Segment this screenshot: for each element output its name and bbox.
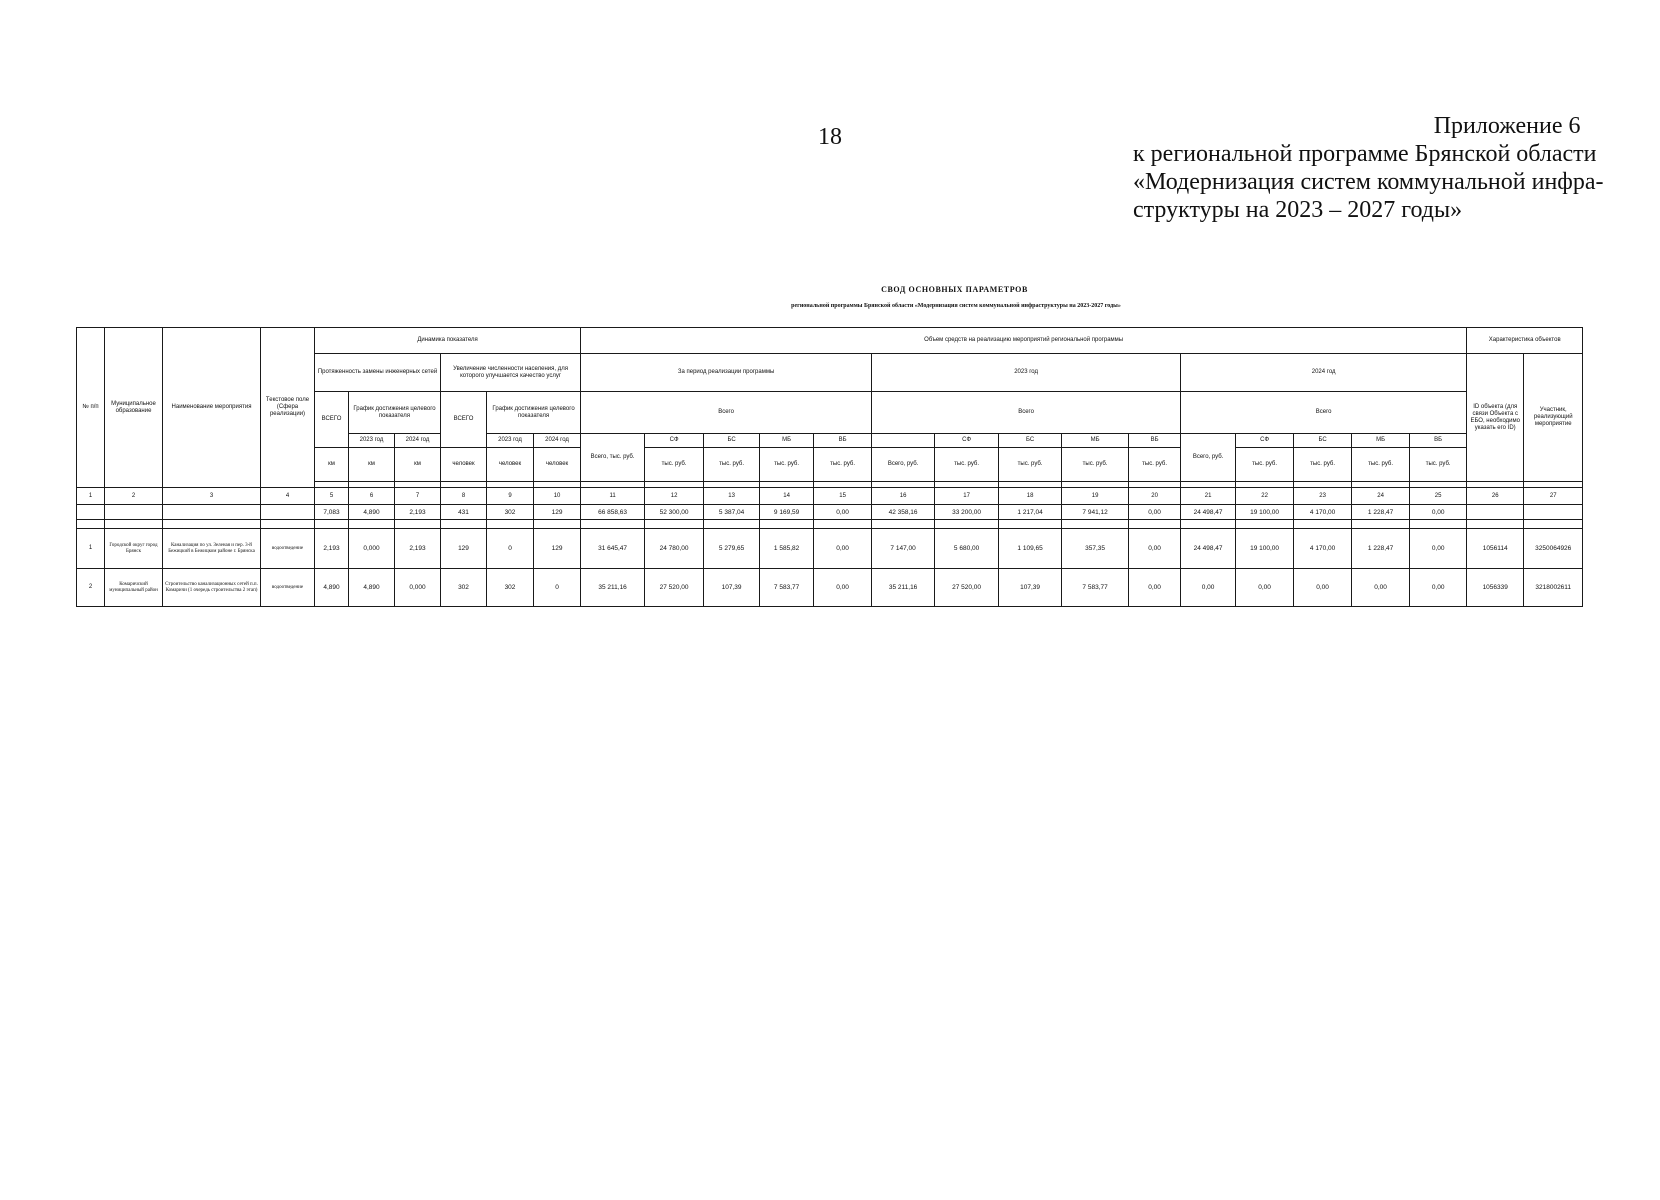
row-value: 4,890 xyxy=(349,569,395,607)
unit-people-2024: человек xyxy=(534,448,581,482)
totals-value: 66 858,63 xyxy=(581,505,645,520)
row-sphere: водоотведение xyxy=(261,529,315,569)
header-schedule-km: График достижения целевого показателя xyxy=(349,392,441,434)
row-value: 129 xyxy=(534,529,581,569)
unit-2024-bs: тыс. руб. xyxy=(1294,448,1352,482)
header-funds: Объем средств на реализацию мероприятий региональной программы xyxy=(581,328,1467,354)
gap-cell xyxy=(935,520,999,529)
header-2023-sf: СФ xyxy=(935,434,999,448)
gap-cell xyxy=(487,520,534,529)
row-value: 0,00 xyxy=(1129,569,1181,607)
totals-value: 4 170,00 xyxy=(1294,505,1352,520)
row-value: 24 498,47 xyxy=(1181,529,1236,569)
header-people-2024: 2024 год xyxy=(534,434,581,448)
gap-cell xyxy=(581,520,645,529)
row-value: 19 100,00 xyxy=(1236,529,1294,569)
header-id-object: ID объекта (для связи Объекта с ЕБО, необходимо указать его ID) xyxy=(1467,354,1524,482)
gap-cell xyxy=(163,520,261,529)
row-object-id: 1056114 xyxy=(1467,529,1524,569)
column-number: 7 xyxy=(395,488,441,505)
unit-km-2023: км xyxy=(349,448,395,482)
gap-cell xyxy=(645,520,704,529)
unit-2024-sf: тыс. руб. xyxy=(1236,448,1294,482)
table-subtitle: региональной программы Брянской области «Модернизация систем коммунальной инфраструктуры на 2023-2027 годы» xyxy=(791,303,1121,309)
row-value: 1 585,82 xyxy=(760,529,814,569)
header-characteristics: Характеристика объектов xyxy=(1467,328,1583,354)
parameters-table xyxy=(76,327,1583,607)
header-2023-blank xyxy=(872,434,935,448)
column-number: 10 xyxy=(534,488,581,505)
totals-row xyxy=(77,505,1583,520)
column-number: 17 xyxy=(935,488,999,505)
row-value: 0,00 xyxy=(1352,569,1410,607)
gap-cell xyxy=(999,520,1062,529)
header-col-municipality: Муниципальное образование xyxy=(105,328,163,488)
row-value: 107,39 xyxy=(999,569,1062,607)
row-value: 302 xyxy=(441,569,487,607)
row-value: 0,000 xyxy=(349,529,395,569)
page-number: 18 xyxy=(818,124,842,150)
unit-2023-sf: тыс. руб. xyxy=(935,448,999,482)
gap-cell xyxy=(872,520,935,529)
unit-2024-mb: тыс. руб. xyxy=(1352,448,1410,482)
totals-cell-empty xyxy=(261,505,315,520)
header-2023-mb: МБ xyxy=(1062,434,1129,448)
column-number: 11 xyxy=(581,488,645,505)
row-value: 5 680,00 xyxy=(935,529,999,569)
header-dynamics: Динамика показателя xyxy=(315,328,581,354)
table-row xyxy=(77,529,1583,569)
totals-value: 9 169,59 xyxy=(760,505,814,520)
appendix-line-1: Приложение 6 xyxy=(1433,113,1581,139)
column-number: 23 xyxy=(1294,488,1352,505)
row-value: 1 109,65 xyxy=(999,529,1062,569)
column-number: 3 xyxy=(163,488,261,505)
header-col-no: № п/п xyxy=(77,328,105,488)
gap-cell xyxy=(315,520,349,529)
totals-value: 1 217,04 xyxy=(999,505,1062,520)
header-2024-unit-total: Всего, руб. xyxy=(1181,434,1236,482)
header-km-2023: 2023 год xyxy=(349,434,395,448)
gap-cell xyxy=(1352,520,1410,529)
row-value: 35 211,16 xyxy=(872,569,935,607)
totals-value: 2,193 xyxy=(395,505,441,520)
gap-cell xyxy=(77,520,105,529)
totals-value: 129 xyxy=(534,505,581,520)
row-value: 0,00 xyxy=(1129,529,1181,569)
totals-cell-empty xyxy=(105,505,163,520)
totals-value: 0,00 xyxy=(1129,505,1181,520)
row-value: 0,00 xyxy=(1410,529,1467,569)
totals-value: 7 941,12 xyxy=(1062,505,1129,520)
header-period-vsego: Всего xyxy=(581,392,872,434)
column-number: 21 xyxy=(1181,488,1236,505)
row-number: 2 xyxy=(77,569,105,607)
gap-cell xyxy=(1062,520,1129,529)
unit-2023-bs: тыс. руб. xyxy=(999,448,1062,482)
header-year-2024: 2024 год xyxy=(1181,354,1467,392)
totals-value: 42 358,16 xyxy=(872,505,935,520)
unit-people-2023: человек xyxy=(487,448,534,482)
row-number: 1 xyxy=(77,529,105,569)
header-km-2024: 2024 год xyxy=(395,434,441,448)
totals-value: 52 300,00 xyxy=(645,505,704,520)
unit-2023-vb: тыс. руб. xyxy=(1129,448,1181,482)
table-row xyxy=(77,569,1583,607)
totals-value: 33 200,00 xyxy=(935,505,999,520)
gap-cell xyxy=(704,520,760,529)
column-number: 16 xyxy=(872,488,935,505)
column-number: 8 xyxy=(441,488,487,505)
gap-cell xyxy=(1129,520,1181,529)
unit-people-total: человек xyxy=(441,448,487,482)
appendix-heading xyxy=(1133,112,1604,224)
column-number: 19 xyxy=(1062,488,1129,505)
unit-km-total: км xyxy=(315,448,349,482)
header-period-vb: ВБ xyxy=(814,434,872,448)
row-value: 1 228,47 xyxy=(1352,529,1410,569)
header-total-people: ВСЕГО xyxy=(441,392,487,448)
header-2023-vb: ВБ xyxy=(1129,434,1181,448)
row-measure: Строительство канализационных сетей п.п. Комаричи (1 очередь строительства 2 этап) xyxy=(163,569,261,607)
totals-cell-empty xyxy=(1524,505,1583,520)
row-value: 0 xyxy=(534,569,581,607)
totals-value: 1 228,47 xyxy=(1352,505,1410,520)
gap-cell xyxy=(814,520,872,529)
header-people-2023: 2023 год xyxy=(487,434,534,448)
gap-cell xyxy=(441,520,487,529)
header-2024-vb: ВБ xyxy=(1410,434,1467,448)
totals-value: 7,083 xyxy=(315,505,349,520)
header-2024-sf: СФ xyxy=(1236,434,1294,448)
totals-value: 431 xyxy=(441,505,487,520)
gap-cell xyxy=(1294,520,1352,529)
totals-cell-empty xyxy=(77,505,105,520)
appendix-line-4: структуры на 2023 – 2027 годы» xyxy=(1133,197,1463,223)
header-2023-vsego: Всего xyxy=(872,392,1181,434)
row-value: 5 279,65 xyxy=(704,529,760,569)
row-measure: Канализация по ул. Зеленая и пер. 3-й Бежицкий в Бежицком районе г. Брянска xyxy=(163,529,261,569)
unit-2024-vb: тыс. руб. xyxy=(1410,448,1467,482)
column-number: 6 xyxy=(349,488,395,505)
row-value: 0,00 xyxy=(814,569,872,607)
header-col-text-field: Текстовое поле (Сфера реализации) xyxy=(261,328,315,488)
header-total-km: ВСЕГО xyxy=(315,392,349,448)
totals-value: 4,890 xyxy=(349,505,395,520)
header-col-measure: Наименование мероприятия xyxy=(163,328,261,488)
appendix-line-3: «Модернизация систем коммунальной инфра- xyxy=(1133,169,1604,195)
row-value: 4 170,00 xyxy=(1294,529,1352,569)
appendix-line-2: к региональной программе Брянской области xyxy=(1133,141,1597,167)
column-number: 9 xyxy=(487,488,534,505)
gap-cell xyxy=(1524,520,1583,529)
row-value: 0,000 xyxy=(395,569,441,607)
column-number: 15 xyxy=(814,488,872,505)
column-number: 5 xyxy=(315,488,349,505)
row-value: 35 211,16 xyxy=(581,569,645,607)
gap-cell xyxy=(105,520,163,529)
header-period-bs: БС xyxy=(704,434,760,448)
gap-cell xyxy=(395,520,441,529)
header-population-increase: Увеличение численности населения, для которого улучшается качество услуг xyxy=(441,354,581,392)
unit-period-vb: тыс. руб. xyxy=(814,448,872,482)
row-value: 0 xyxy=(487,529,534,569)
column-number: 26 xyxy=(1467,488,1524,505)
row-value: 0,00 xyxy=(814,529,872,569)
header-period-total: За период реализации программы xyxy=(581,354,872,392)
column-number-row xyxy=(77,488,1583,505)
unit-2023-mb: тыс. руб. xyxy=(1062,448,1129,482)
totals-value: 24 498,47 xyxy=(1181,505,1236,520)
header-2024-mb: МБ xyxy=(1352,434,1410,448)
header-year-2023: 2023 год xyxy=(872,354,1181,392)
header-2024-vsego: Всего xyxy=(1181,392,1467,434)
column-number: 27 xyxy=(1524,488,1583,505)
column-number: 25 xyxy=(1410,488,1467,505)
totals-value: 302 xyxy=(487,505,534,520)
column-number: 2 xyxy=(105,488,163,505)
row-value: 24 780,00 xyxy=(645,529,704,569)
row-value: 107,39 xyxy=(704,569,760,607)
column-number: 1 xyxy=(77,488,105,505)
row-value: 31 645,47 xyxy=(581,529,645,569)
header-row-1 xyxy=(77,328,1583,354)
unit-km-2024: км xyxy=(395,448,441,482)
header-2024-bs: БС xyxy=(1294,434,1352,448)
totals-value: 5 387,04 xyxy=(704,505,760,520)
row-value: 7 583,77 xyxy=(760,569,814,607)
gap-cell xyxy=(261,520,315,529)
totals-value: 19 100,00 xyxy=(1236,505,1294,520)
gap-cell xyxy=(1236,520,1294,529)
header-2023-bs: БС xyxy=(999,434,1062,448)
row-object-id: 1056339 xyxy=(1467,569,1524,607)
header-period-sf: СФ xyxy=(645,434,704,448)
unit-period-mb: тыс. руб. xyxy=(760,448,814,482)
column-number: 20 xyxy=(1129,488,1181,505)
column-number: 22 xyxy=(1236,488,1294,505)
gap-cell xyxy=(1410,520,1467,529)
row-municipality: Комаричский муниципальный район xyxy=(105,569,163,607)
header-unit-total-rub: Всего, тыс. руб. xyxy=(581,434,645,482)
row-value: 0,00 xyxy=(1294,569,1352,607)
totals-value: 0,00 xyxy=(1410,505,1467,520)
column-number: 12 xyxy=(645,488,704,505)
row-value: 2,193 xyxy=(395,529,441,569)
row-participant: 3218002611 xyxy=(1524,569,1583,607)
gap-cell xyxy=(1467,520,1524,529)
header-participant: Участник, реализующий мероприятие xyxy=(1524,354,1583,482)
gap-cell xyxy=(760,520,814,529)
row-value: 27 520,00 xyxy=(935,569,999,607)
row-value: 129 xyxy=(441,529,487,569)
row-value: 0,00 xyxy=(1410,569,1467,607)
totals-value: 0,00 xyxy=(814,505,872,520)
totals-cell-empty xyxy=(163,505,261,520)
column-number: 13 xyxy=(704,488,760,505)
gap-cell xyxy=(534,520,581,529)
row-value: 357,35 xyxy=(1062,529,1129,569)
gap-row xyxy=(77,520,1583,529)
parameters-sheet xyxy=(76,327,1582,606)
row-participant: 3250064926 xyxy=(1524,529,1583,569)
gap-cell xyxy=(349,520,395,529)
row-value: 0,00 xyxy=(1181,569,1236,607)
column-number: 18 xyxy=(999,488,1062,505)
row-municipality: Городской округ город Брянск xyxy=(105,529,163,569)
gap-cell xyxy=(1181,520,1236,529)
unit-2023-total: Всего, руб. xyxy=(872,448,935,482)
header-length-networks: Протяженность замены инженерных сетей xyxy=(315,354,441,392)
row-value: 7 583,77 xyxy=(1062,569,1129,607)
row-sphere: водоотведение xyxy=(261,569,315,607)
header-period-mb: МБ xyxy=(760,434,814,448)
column-number: 14 xyxy=(760,488,814,505)
row-value: 7 147,00 xyxy=(872,529,935,569)
column-number: 24 xyxy=(1352,488,1410,505)
row-value: 0,00 xyxy=(1236,569,1294,607)
table-title: СВОД ОСНОВНЫХ ПАРАМЕТРОВ xyxy=(881,285,1028,294)
header-schedule-people: График достижения целевого показателя xyxy=(487,392,581,434)
unit-period-sf: тыс. руб. xyxy=(645,448,704,482)
totals-cell-empty xyxy=(1467,505,1524,520)
unit-period-bs: тыс. руб. xyxy=(704,448,760,482)
row-value: 302 xyxy=(487,569,534,607)
row-value: 4,890 xyxy=(315,569,349,607)
row-value: 2,193 xyxy=(315,529,349,569)
column-number: 4 xyxy=(261,488,315,505)
row-value: 27 520,00 xyxy=(645,569,704,607)
